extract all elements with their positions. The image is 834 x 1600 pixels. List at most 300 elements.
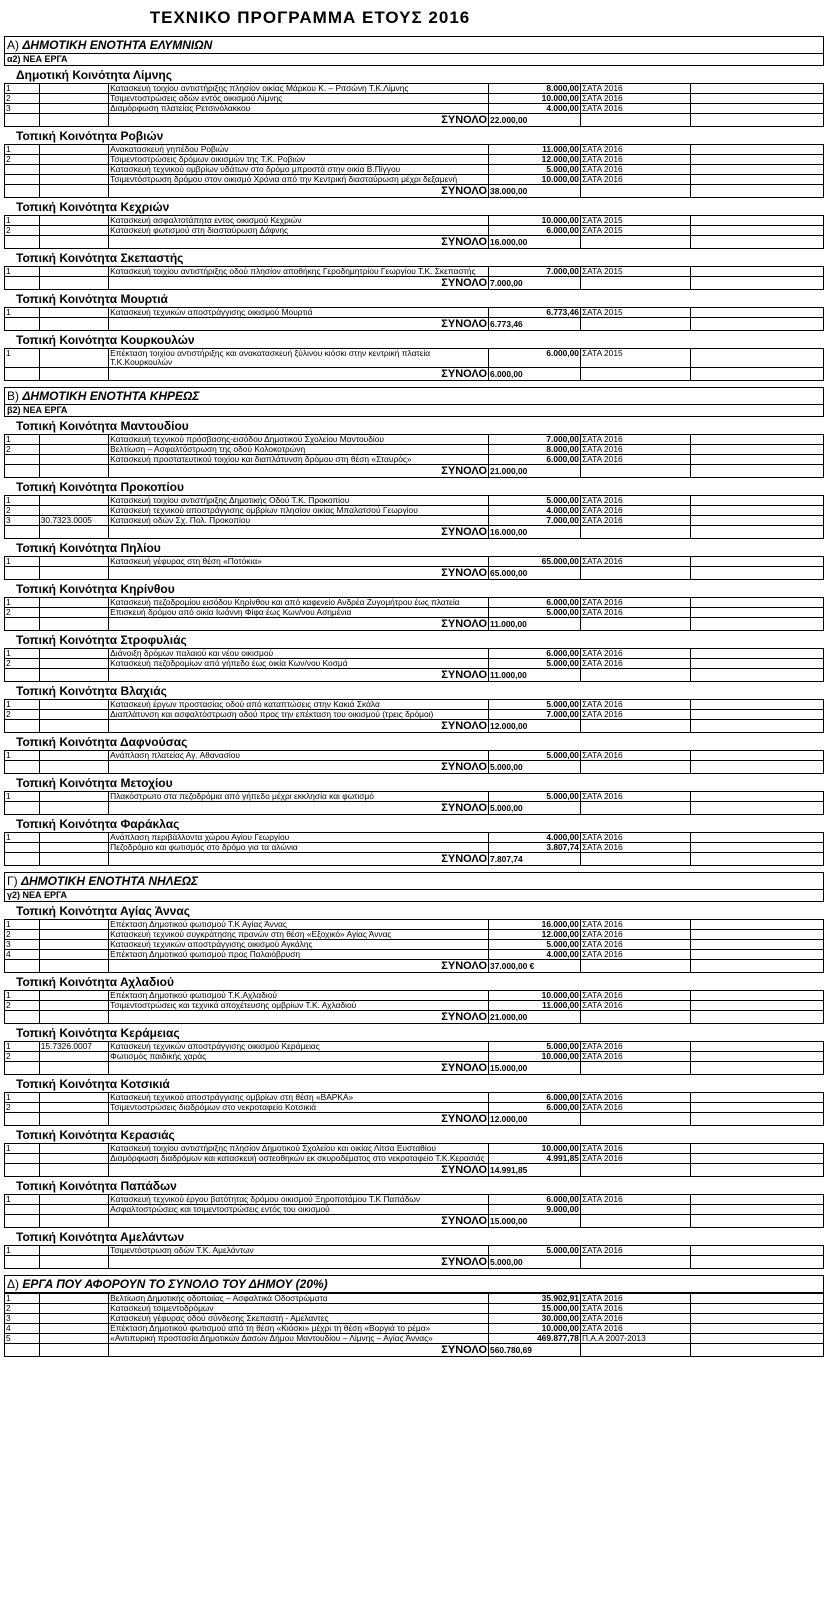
empty-cell bbox=[691, 659, 824, 669]
empty-cell bbox=[580, 720, 690, 733]
empty-cell bbox=[5, 1113, 40, 1126]
row-number: 2 bbox=[5, 94, 40, 104]
empty-cell bbox=[5, 1256, 40, 1269]
funding-source: ΣΑΤΑ 2016 bbox=[580, 792, 690, 802]
budget-code bbox=[39, 496, 108, 506]
total-row bbox=[5, 802, 824, 815]
project-amount: 6.000,00 bbox=[489, 649, 581, 659]
row-number: 1 bbox=[5, 308, 40, 318]
project-description: Τσιμεντόστρωση δρόμου στον οικισμό Χρόνια από την Κεντρική διασταύρωση μέχρι δεξαμενή bbox=[109, 175, 489, 185]
funding-source: ΣΑΤΑ 2015 bbox=[580, 349, 690, 368]
funding-source: ΣΑΤΑ 2016 bbox=[580, 1304, 690, 1314]
row-number: 2 bbox=[5, 930, 40, 940]
project-amount: 10.000,00 bbox=[489, 216, 581, 226]
table-row bbox=[5, 308, 824, 318]
empty-cell bbox=[5, 960, 40, 973]
table-row bbox=[5, 991, 824, 1001]
project-description: Ανακατασκευή γηπέδου Ροβιών bbox=[109, 145, 489, 155]
row-number bbox=[5, 455, 40, 465]
empty-cell bbox=[691, 751, 824, 761]
project-description: Κατασκευή πεζοδρομίου εισόδου Κηρίνθου και από καφενείο Ανδρέα Ζυγομήτρου έως πλατεία bbox=[109, 598, 489, 608]
total-amount: 16.000,00 bbox=[489, 236, 581, 249]
funding-source: ΣΑΤΑ 2016 bbox=[580, 598, 690, 608]
total-row bbox=[5, 567, 824, 580]
project-description: Επέκταση Δημοτικού φωτισμού από τη θέση «Κιόσκι» μέχρι τη θέση «Βοργιά το ρέμα» bbox=[109, 1324, 489, 1334]
project-amount: 10.000,00 bbox=[489, 1324, 581, 1334]
table-row bbox=[5, 1154, 824, 1164]
works-table bbox=[4, 648, 824, 682]
funding-source: ΣΑΤΑ 2015 bbox=[580, 216, 690, 226]
total-amount: 16.000,00 bbox=[489, 526, 581, 539]
works-table bbox=[4, 990, 824, 1024]
total-row bbox=[5, 1164, 824, 1177]
total-label: ΣΥΝΟΛΟ bbox=[109, 618, 489, 631]
funding-source: ΣΑΤΑ 2016 bbox=[580, 843, 690, 853]
row-number: 2 bbox=[5, 710, 40, 720]
table-row bbox=[5, 843, 824, 853]
empty-cell bbox=[691, 1294, 824, 1304]
project-amount: 6.000,00 bbox=[489, 226, 581, 236]
table-row bbox=[5, 516, 824, 526]
total-label: ΣΥΝΟΛΟ bbox=[109, 368, 489, 381]
community-heading: Τοπική Κοινότητα Μετοχίου bbox=[16, 776, 173, 790]
budget-code bbox=[39, 175, 108, 185]
row-number: 1 bbox=[5, 792, 40, 802]
project-amount: 10.000,00 bbox=[489, 175, 581, 185]
row-number bbox=[5, 175, 40, 185]
row-number bbox=[5, 843, 40, 853]
section-subheading: γ2) ΝΕΑ ΕΡΓΑ bbox=[4, 890, 824, 902]
empty-cell bbox=[5, 567, 40, 580]
budget-code bbox=[39, 145, 108, 155]
total-amount: 6.773,46 bbox=[489, 318, 581, 331]
empty-cell bbox=[691, 1205, 824, 1215]
project-description: Κατασκευή τεχνικού αποστράγγισης ομβρίων πλησίον οικίας Μπαλατσού Γεωργίου bbox=[109, 506, 489, 516]
works-table bbox=[4, 1293, 824, 1357]
total-amount: 22.000,00 bbox=[489, 114, 581, 127]
row-number: 2 bbox=[5, 506, 40, 516]
table-row bbox=[5, 94, 824, 104]
empty-cell bbox=[691, 1113, 824, 1126]
row-number: 2 bbox=[5, 226, 40, 236]
project-amount: 469.877,78 bbox=[489, 1334, 581, 1344]
funding-source: ΣΑΤΑ 2016 bbox=[580, 455, 690, 465]
row-number: 1 bbox=[5, 1093, 40, 1103]
funding-source: ΣΑΤΑ 2015 bbox=[580, 226, 690, 236]
project-amount: 10.000,00 bbox=[489, 94, 581, 104]
table-row bbox=[5, 155, 824, 165]
budget-code bbox=[39, 1324, 108, 1334]
works-table bbox=[4, 791, 824, 815]
project-description: Κατασκευή τοιχίου αντιστήριξης Δημοτικής Οδού Τ.Κ. Προκοπίου bbox=[109, 496, 489, 506]
empty-cell bbox=[691, 349, 824, 368]
works-table bbox=[4, 144, 824, 198]
budget-code bbox=[39, 308, 108, 318]
project-description: Κατασκευή τοιχίου αντιστήριξης οδού πλησίον αποθήκης Γεροδημητρίου Γεωργίου Τ.Κ. Σκεπαστής bbox=[109, 267, 489, 277]
empty-cell bbox=[580, 761, 690, 774]
funding-source: ΣΑΤΑ 2016 bbox=[580, 920, 690, 930]
empty-cell bbox=[5, 318, 40, 331]
empty-cell bbox=[5, 185, 40, 198]
row-number: 2 bbox=[5, 1052, 40, 1062]
row-number: 1 bbox=[5, 751, 40, 761]
budget-code bbox=[39, 155, 108, 165]
empty-cell bbox=[39, 960, 108, 973]
funding-source: ΣΑΤΑ 2016 bbox=[580, 659, 690, 669]
budget-code bbox=[39, 649, 108, 659]
project-description: Φωτισμός παιδικής χαράς bbox=[109, 1052, 489, 1062]
project-amount: 4.000,00 bbox=[489, 104, 581, 114]
budget-code bbox=[39, 216, 108, 226]
total-row bbox=[5, 960, 824, 973]
funding-source: ΣΑΤΑ 2016 bbox=[580, 94, 690, 104]
project-description: Κατασκευή γέφυρας οδού σύνδεσης Σκεπαστή - Αμελαντες bbox=[109, 1314, 489, 1324]
row-number: 2 bbox=[5, 1103, 40, 1113]
project-amount: 3.807,74 bbox=[489, 843, 581, 853]
empty-cell bbox=[691, 700, 824, 710]
total-row bbox=[5, 185, 824, 198]
funding-source: ΣΑΤΑ 2016 bbox=[580, 608, 690, 618]
document-body bbox=[4, 34, 824, 1361]
section-title: ΔΗΜΟΤΙΚΗ ΕΝΟΤΗΤΑ ΚΗΡΕΩΣ bbox=[22, 389, 200, 403]
row-number: 3 bbox=[5, 104, 40, 114]
empty-cell bbox=[39, 802, 108, 815]
community-heading: Τοπική Κοινότητα Κουρκουλών bbox=[16, 333, 195, 347]
project-amount: 30.000,00 bbox=[489, 1314, 581, 1324]
empty-cell bbox=[691, 833, 824, 843]
funding-source: ΣΑΤΑ 2016 bbox=[580, 1103, 690, 1113]
funding-source: ΣΑΤΑ 2015 bbox=[580, 267, 690, 277]
project-amount: 12.000,00 bbox=[489, 930, 581, 940]
section-title: ΕΡΓΑ ΠΟΥ ΑΦΟΡΟΥΝ ΤΟ ΣΥΝΟΛΟ ΤΟΥ ΔΗΜΟΥ (20%) bbox=[22, 1277, 328, 1291]
project-amount: 5.000,00 bbox=[489, 608, 581, 618]
project-description: Κατασκευή τεχνικού ομβρίων υδάτων στο δρόμο μπροστά στην οικία Β.Πίγγου bbox=[109, 165, 489, 175]
community-heading: Δημοτική Κοινότητα Λίμνης bbox=[16, 68, 172, 82]
funding-source: ΣΑΤΑ 2016 bbox=[580, 930, 690, 940]
empty-cell bbox=[5, 277, 40, 290]
section-title: ΔΗΜΟΤΙΚΗ ΕΝΟΤΗΤΑ ΝΗΛΕΩΣ bbox=[20, 874, 199, 888]
total-amount: 7.807,74 bbox=[489, 853, 581, 866]
empty-cell bbox=[39, 1164, 108, 1177]
funding-source: ΣΑΤΑ 2016 bbox=[580, 950, 690, 960]
funding-source: ΣΑΤΑ 2016 bbox=[580, 649, 690, 659]
empty-cell bbox=[580, 960, 690, 973]
budget-code bbox=[39, 267, 108, 277]
community-heading: Τοπική Κοινότητα Σκεπαστής bbox=[16, 251, 184, 265]
total-label: ΣΥΝΟΛΟ bbox=[109, 277, 489, 290]
row-number: 1 bbox=[5, 349, 40, 368]
empty-cell bbox=[691, 1195, 824, 1205]
works-table bbox=[4, 83, 824, 127]
works-table bbox=[4, 556, 824, 580]
empty-cell bbox=[691, 455, 824, 465]
project-amount: 5.000,00 bbox=[489, 700, 581, 710]
empty-cell bbox=[5, 853, 40, 866]
project-description: Επέκταση Δημοτικού φωτισμού Τ.Κ Αγίας Άννας bbox=[109, 920, 489, 930]
project-description: Διαπλάτυνση και ασφαλτόστρωση οδού προς την επέκταση του οικισμού (τρεις δρόμοι) bbox=[109, 710, 489, 720]
empty-cell bbox=[5, 465, 40, 478]
section-prefix: Δ) bbox=[7, 1277, 23, 1291]
empty-cell bbox=[580, 1344, 690, 1357]
section-prefix: Α) bbox=[7, 38, 23, 52]
empty-cell bbox=[691, 557, 824, 567]
funding-source: ΣΑΤΑ 2016 bbox=[580, 506, 690, 516]
empty-cell bbox=[39, 669, 108, 682]
project-amount: 5.000,00 bbox=[489, 792, 581, 802]
table-row bbox=[5, 175, 824, 185]
project-amount: 7.000,00 bbox=[489, 267, 581, 277]
budget-code bbox=[39, 1314, 108, 1324]
table-row bbox=[5, 1144, 824, 1154]
section-gap bbox=[4, 381, 824, 385]
empty-cell bbox=[5, 669, 40, 682]
total-amount: 5.000,00 bbox=[489, 1256, 581, 1269]
funding-source: ΣΑΤΑ 2016 bbox=[580, 84, 690, 94]
budget-code bbox=[39, 1334, 108, 1344]
works-table bbox=[4, 495, 824, 539]
project-amount: 11.000,00 bbox=[489, 145, 581, 155]
works-table bbox=[4, 1143, 824, 1177]
table-row bbox=[5, 833, 824, 843]
project-amount: 10.000,00 bbox=[489, 1144, 581, 1154]
empty-cell bbox=[39, 465, 108, 478]
budget-code bbox=[39, 751, 108, 761]
empty-cell bbox=[580, 1215, 690, 1228]
total-row bbox=[5, 669, 824, 682]
row-number bbox=[5, 165, 40, 175]
project-description: Επέκταση τοιχίου αντιστήριξης και ανακατασκευή ξύλινου κιόσκι στην κεντρική πλατεία Τ.Κ.Κουρκουλών bbox=[109, 349, 489, 368]
project-description: Ανάπλαση πλατείας Αγ. Αθανασίου bbox=[109, 751, 489, 761]
budget-code bbox=[39, 455, 108, 465]
funding-source: ΣΑΤΑ 2016 bbox=[580, 751, 690, 761]
empty-cell bbox=[39, 1113, 108, 1126]
table-row bbox=[5, 104, 824, 114]
project-amount: 5.000,00 bbox=[489, 659, 581, 669]
budget-code bbox=[39, 349, 108, 368]
empty-cell bbox=[691, 84, 824, 94]
budget-code bbox=[39, 920, 108, 930]
section-heading bbox=[4, 1275, 824, 1293]
empty-cell bbox=[691, 853, 824, 866]
section-title: ΔΗΜΟΤΙΚΗ ΕΝΟΤΗΤΑ ΕΛΥΜΝΙΩΝ bbox=[22, 38, 213, 52]
community-heading: Τοπική Κοινότητα Πηλίου bbox=[16, 541, 161, 555]
row-number: 1 bbox=[5, 598, 40, 608]
project-description: Επέκταση Δημοτικού φωτισμού Τ.Κ.Αχλαδιού bbox=[109, 991, 489, 1001]
project-description: Κατασκευή προστατευτικού τοιχίου και διαπλάτυνση δρόμου στη θέση «Σταυρός» bbox=[109, 455, 489, 465]
total-label: ΣΥΝΟΛΟ bbox=[109, 526, 489, 539]
empty-cell bbox=[691, 1154, 824, 1164]
project-description: Διαμόρφωση πλατείας Ρετσινόλακκου bbox=[109, 104, 489, 114]
total-label: ΣΥΝΟΛΟ bbox=[109, 1215, 489, 1228]
community-heading: Τοπική Κοινότητα Κεχριών bbox=[16, 200, 170, 214]
empty-cell bbox=[691, 1052, 824, 1062]
table-row bbox=[5, 792, 824, 802]
total-amount: 560.780,69 bbox=[489, 1344, 581, 1357]
empty-cell bbox=[691, 1062, 824, 1075]
table-row bbox=[5, 920, 824, 930]
empty-cell bbox=[691, 506, 824, 516]
table-row bbox=[5, 145, 824, 155]
total-amount: 7.000,00 bbox=[489, 277, 581, 290]
table-row bbox=[5, 1334, 824, 1344]
total-label: ΣΥΝΟΛΟ bbox=[109, 960, 489, 973]
funding-source: ΣΑΤΑ 2016 bbox=[580, 165, 690, 175]
budget-code bbox=[39, 608, 108, 618]
row-number: 1 bbox=[5, 435, 40, 445]
empty-cell bbox=[691, 1334, 824, 1344]
empty-cell bbox=[691, 175, 824, 185]
empty-cell bbox=[39, 114, 108, 127]
row-number: 1 bbox=[5, 649, 40, 659]
budget-code bbox=[39, 1144, 108, 1154]
budget-code bbox=[39, 557, 108, 567]
total-amount: 37.000,00 € bbox=[489, 960, 581, 973]
empty-cell bbox=[580, 236, 690, 249]
budget-code bbox=[39, 1205, 108, 1215]
community-heading: Τοπική Κοινότητα Μουρτιά bbox=[16, 292, 168, 306]
community-heading: Τοπική Κοινότητα Παπάδων bbox=[16, 1179, 177, 1193]
budget-code bbox=[39, 950, 108, 960]
empty-cell bbox=[5, 114, 40, 127]
table-row bbox=[5, 1246, 824, 1256]
table-row bbox=[5, 349, 824, 368]
empty-cell bbox=[691, 1314, 824, 1324]
empty-cell bbox=[5, 720, 40, 733]
empty-cell bbox=[39, 185, 108, 198]
funding-source: ΣΑΤΑ 2016 bbox=[580, 145, 690, 155]
empty-cell bbox=[691, 1042, 824, 1052]
table-row bbox=[5, 1103, 824, 1113]
total-amount: 21.000,00 bbox=[489, 465, 581, 478]
row-number: 5 bbox=[5, 1334, 40, 1344]
empty-cell bbox=[691, 1246, 824, 1256]
total-label: ΣΥΝΟΛΟ bbox=[109, 567, 489, 580]
funding-source: ΣΑΤΑ 2016 bbox=[580, 1052, 690, 1062]
total-row bbox=[5, 853, 824, 866]
empty-cell bbox=[39, 720, 108, 733]
empty-cell bbox=[691, 496, 824, 506]
row-number: 1 bbox=[5, 216, 40, 226]
empty-cell bbox=[5, 1062, 40, 1075]
total-row bbox=[5, 1256, 824, 1269]
works-table bbox=[4, 1194, 824, 1228]
project-description: Κατασκευή τεχνικού αποστράγγισης ομβρίων στη θέση «ΒΑΡΚΑ» bbox=[109, 1093, 489, 1103]
project-amount: 5.000,00 bbox=[489, 165, 581, 175]
project-description: Τσιμεντοστρώσεις διαδρόμων στο νεκροταφείο Κοτσικιά bbox=[109, 1103, 489, 1113]
budget-code bbox=[39, 1001, 108, 1011]
total-label: ΣΥΝΟΛΟ bbox=[109, 185, 489, 198]
project-description: Κατασκευή φωτισμού στη διασταύρωση Δάφνης bbox=[109, 226, 489, 236]
table-row bbox=[5, 506, 824, 516]
empty-cell bbox=[39, 526, 108, 539]
total-amount: 14.991,85 bbox=[489, 1164, 581, 1177]
total-label: ΣΥΝΟΛΟ bbox=[109, 1256, 489, 1269]
empty-cell bbox=[691, 649, 824, 659]
empty-cell bbox=[691, 277, 824, 290]
empty-cell bbox=[39, 318, 108, 331]
project-amount: 65.000,00 bbox=[489, 557, 581, 567]
empty-cell bbox=[580, 1062, 690, 1075]
row-number: 3 bbox=[5, 516, 40, 526]
funding-source: ΣΑΤΑ 2016 bbox=[580, 1246, 690, 1256]
funding-source: ΣΑΤΑ 2016 bbox=[580, 991, 690, 1001]
table-row bbox=[5, 84, 824, 94]
project-amount: 4.000,00 bbox=[489, 506, 581, 516]
empty-cell bbox=[691, 94, 824, 104]
empty-cell bbox=[691, 1256, 824, 1269]
works-table bbox=[4, 434, 824, 478]
empty-cell bbox=[580, 618, 690, 631]
empty-cell bbox=[691, 226, 824, 236]
row-number: 3 bbox=[5, 1314, 40, 1324]
empty-cell bbox=[39, 368, 108, 381]
total-row bbox=[5, 1062, 824, 1075]
budget-code bbox=[39, 940, 108, 950]
section-subheading: α2) ΝΕΑ ΕΡΓΑ bbox=[4, 54, 824, 66]
section-gap bbox=[4, 1357, 824, 1361]
total-label: ΣΥΝΟΛΟ bbox=[109, 465, 489, 478]
project-amount: 8.000,00 bbox=[489, 84, 581, 94]
table-row bbox=[5, 1195, 824, 1205]
budget-code bbox=[39, 1294, 108, 1304]
empty-cell bbox=[580, 368, 690, 381]
project-description: Επισκευή δρόμου από οικία Ιωάννη Φίφα έως Κων/νου Ασημένια bbox=[109, 608, 489, 618]
project-amount: 4.991,85 bbox=[489, 1154, 581, 1164]
row-number: 1 bbox=[5, 1144, 40, 1154]
total-row bbox=[5, 1215, 824, 1228]
budget-code bbox=[39, 506, 108, 516]
total-label: ΣΥΝΟΛΟ bbox=[109, 669, 489, 682]
empty-cell bbox=[691, 618, 824, 631]
funding-source: ΣΑΤΑ 2016 bbox=[580, 175, 690, 185]
empty-cell bbox=[691, 802, 824, 815]
empty-cell bbox=[691, 216, 824, 226]
project-amount: 6.000,00 bbox=[489, 598, 581, 608]
table-row bbox=[5, 1052, 824, 1062]
row-number: 2 bbox=[5, 1304, 40, 1314]
total-amount: 11.000,00 bbox=[489, 669, 581, 682]
empty-cell bbox=[691, 792, 824, 802]
row-number: 1 bbox=[5, 557, 40, 567]
empty-cell bbox=[5, 618, 40, 631]
project-description: Κατασκευή πεζοδρομίων από γήπεδο έως οικία Κων/νου Κοσμά bbox=[109, 659, 489, 669]
budget-code: 15.7326.0007 bbox=[39, 1042, 108, 1052]
row-number: 1 bbox=[5, 267, 40, 277]
empty-cell bbox=[5, 1011, 40, 1024]
budget-code bbox=[39, 991, 108, 1001]
total-row bbox=[5, 1011, 824, 1024]
budget-code: 30.7323.0005 bbox=[39, 516, 108, 526]
funding-source: ΣΑΤΑ 2016 bbox=[580, 833, 690, 843]
project-description: Διαμόρφωση διαδρόμων και κατασκευή οστεοθηκών εκ σκυροδέματος στο νεκροταφείο Τ.Κ.Κερασιάς bbox=[109, 1154, 489, 1164]
total-amount: 21.000,00 bbox=[489, 1011, 581, 1024]
total-row bbox=[5, 720, 824, 733]
budget-code bbox=[39, 1195, 108, 1205]
total-amount: 38.000,00 bbox=[489, 185, 581, 198]
funding-source: ΣΑΤΑ 2016 bbox=[580, 1154, 690, 1164]
works-table bbox=[4, 215, 824, 249]
table-row bbox=[5, 1042, 824, 1052]
works-table bbox=[4, 266, 824, 290]
funding-source: ΣΑΤΑ 2016 bbox=[580, 104, 690, 114]
table-row bbox=[5, 1314, 824, 1324]
funding-source: Π.Α.Α 2007-2013 bbox=[580, 1334, 690, 1344]
community-heading: Τοπική Κοινότητα Κοτσικιά bbox=[16, 1077, 170, 1091]
table-row bbox=[5, 445, 824, 455]
funding-source: ΣΑΤΑ 2016 bbox=[580, 1144, 690, 1154]
project-description: Κατασκευή τεχνικών αποστράγγισης οικισμού Μουρτιά bbox=[109, 308, 489, 318]
table-row bbox=[5, 598, 824, 608]
